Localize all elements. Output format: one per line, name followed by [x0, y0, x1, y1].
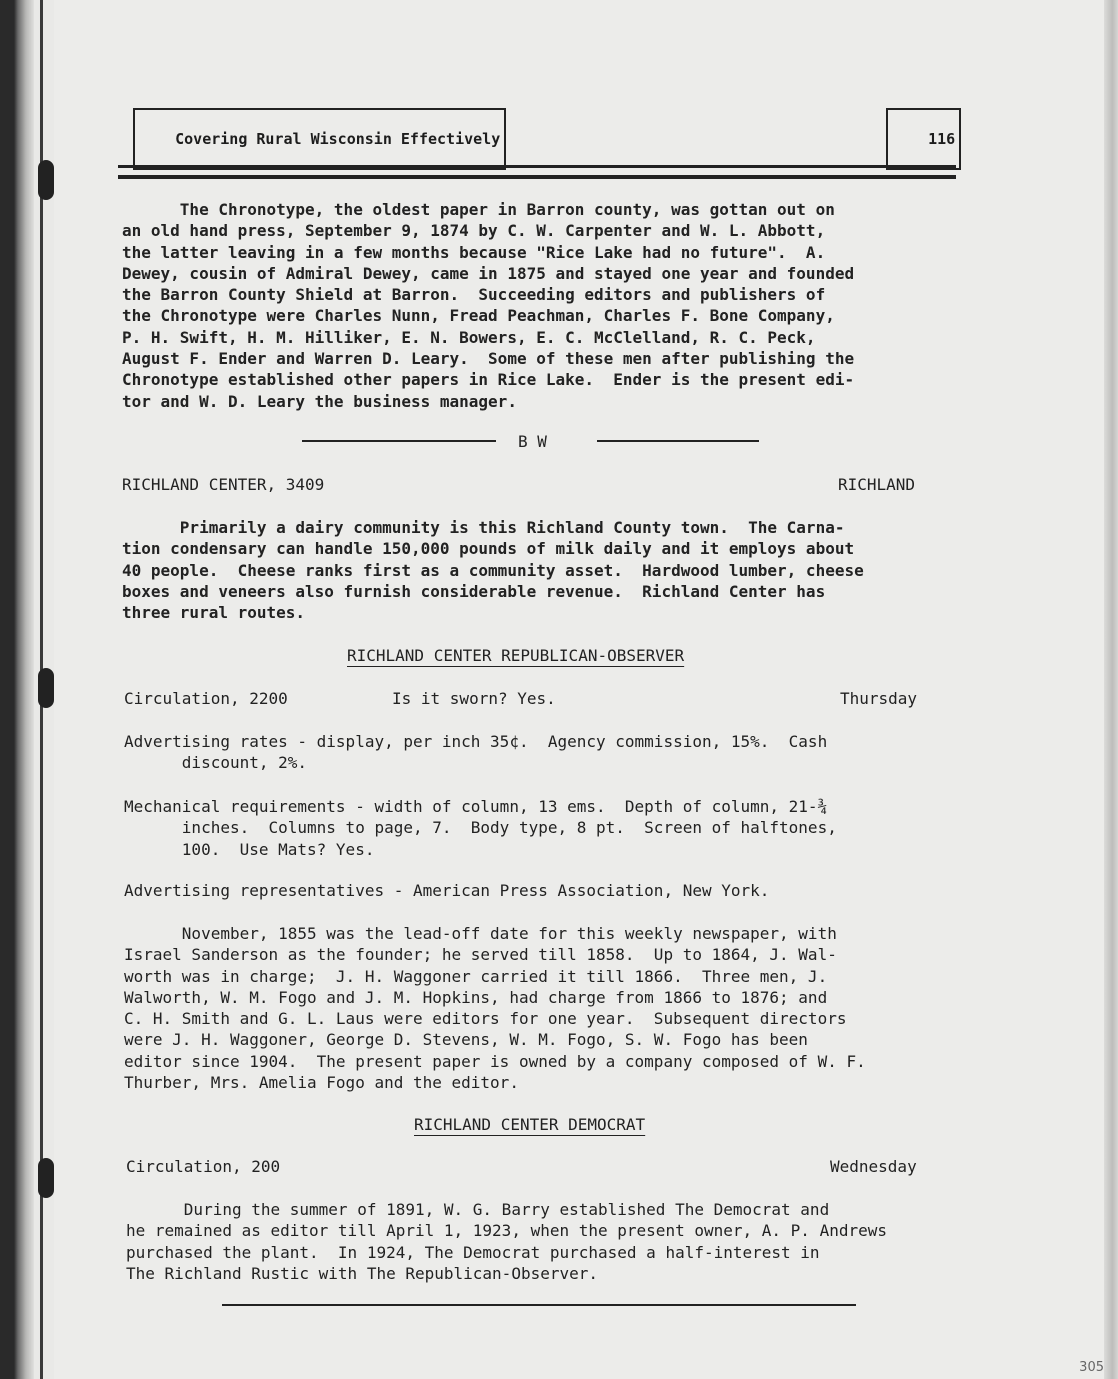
- chronotype-line: P. H. Swift, H. M. Hilliker, E. N. Bowers, E. C. McClelland, R. C. Peck,: [122, 327, 816, 347]
- chronotype-line: Chronotype established other papers in Rice Lake. Ender is the present edi-: [122, 370, 855, 390]
- republican-observer-history-line: Thurber, Mrs. Amelia Fogo and the editor.: [124, 1073, 519, 1093]
- separator-initials: B W: [518, 432, 547, 451]
- republican-observer-history-line: were J. H. Waggoner, George D. Stevens, W. M. Fogo, S. W. Fogo has been: [124, 1030, 808, 1050]
- binding-clip: [38, 1158, 54, 1198]
- sworn-status: Is it sworn? Yes.: [392, 689, 556, 708]
- republican-observer-history-line: worth was in charge; J. H. Waggoner carried it till 1866. Three men, J.: [124, 966, 828, 986]
- republican-observer-history-line: Israel Sanderson as the founder; he served till 1858. Up to 1864, J. Wal-: [124, 945, 837, 965]
- document-page: [54, 0, 1104, 1379]
- county-name: RICHLAND: [838, 475, 916, 494]
- running-title-text: Covering Rural Wisconsin Effectively: [175, 130, 501, 148]
- folio-mark: 305: [1079, 1360, 1104, 1375]
- democrat-history-line: he remained as editor till April 1, 1923, when the present owner, A. P. Andrews: [126, 1221, 887, 1241]
- mechanical-line: 100. Use Mats? Yes.: [124, 839, 375, 859]
- republican-observer-history-line: C. H. Smith and G. L. Laus were editors for one year. Subsequent directors: [124, 1009, 847, 1029]
- page-stack-edge: [1104, 0, 1118, 1379]
- town-description-line: three rural routes.: [122, 603, 306, 623]
- democrat-history-line: purchased the plant. In 1924, The Democrat purchased a half-interest in: [126, 1242, 820, 1262]
- town-description-line: boxes and veneers also furnish considerable revenue. Richland Center has: [122, 581, 826, 601]
- newspaper-title-democrat: RICHLAND CENTER DEMOCRAT: [414, 1115, 646, 1134]
- advertising-representatives: Advertising representatives - American Press Association, New York.: [124, 881, 770, 900]
- advertising-rates-line: Advertising rates - display, per inch 35¢. Agency commission, 15%. Cash: [124, 732, 828, 751]
- republican-observer-history: [124, 923, 866, 1093]
- chronotype-line: tor and W. D. Leary the business manager.: [122, 391, 517, 411]
- mechanical-line: inches. Columns to page, 7. Body type, 8 pt. Screen of halftones,: [124, 818, 837, 838]
- book-binding: [0, 0, 34, 1379]
- chronotype-line: the latter leaving in a few months because "Rice Lake had no future". A.: [122, 242, 826, 262]
- chronotype-line: the Barron County Shield at Barron. Succeeding editors and publishers of: [122, 285, 826, 305]
- chronotype-paragraph: [122, 199, 854, 412]
- chronotype-line: the Chronotype were Charles Nunn, Fread Peachman, Charles F. Bone Company,: [122, 306, 835, 326]
- closing-rule: [222, 1304, 856, 1306]
- republican-observer-history-line: editor since 1904. The present paper is owned by a company composed of W. F.: [124, 1051, 866, 1071]
- publication-day-democrat: Wednesday: [830, 1157, 917, 1176]
- advertising-rates: [124, 731, 827, 774]
- separator-rule-left: [302, 440, 496, 442]
- circulation-republican-observer: Circulation, 2200: [124, 689, 288, 708]
- separator-rule-right: [597, 440, 759, 442]
- democrat-history-line: The Richland Rustic with The Republican-Observer.: [126, 1263, 599, 1283]
- republican-observer-history-line: November, 1855 was the lead-off date for this weekly newspaper, with: [124, 924, 837, 943]
- circulation-democrat: Circulation, 200: [126, 1157, 281, 1176]
- democrat-history: [126, 1199, 887, 1284]
- mechanical-line: Mechanical requirements - width of column, 13 ems. Depth of column, 21-¾: [124, 797, 828, 816]
- chronotype-line: Dewey, cousin of Admiral Dewey, came in 1875 and stayed one year and founded: [122, 263, 855, 283]
- binding-clip: [38, 160, 54, 200]
- chronotype-line: an old hand press, September 9, 1874 by C. W. Carpenter and W. L. Abbott,: [122, 221, 826, 241]
- header-rule-bottom: [118, 175, 956, 179]
- header-rule-top: [118, 165, 956, 168]
- page-number-text: 116: [928, 130, 956, 148]
- publication-day-republican-observer: Thursday: [840, 689, 918, 708]
- town-description-line: tion condensary can handle 150,000 pounds of milk daily and it employs about: [122, 539, 855, 559]
- chronotype-line: The Chronotype, the oldest paper in Barron county, was gottan out on: [122, 200, 835, 219]
- mechanical-requirements: [124, 796, 837, 860]
- page-number: [886, 108, 961, 170]
- republican-observer-history-line: Walworth, W. M. Fogo and J. M. Hopkins, had charge from 1866 to 1876; and: [124, 987, 828, 1007]
- town-description: [122, 517, 864, 623]
- democrat-history-line: During the summer of 1891, W. G. Barry established The Democrat and: [126, 1200, 830, 1219]
- town-description-line: 40 people. Cheese ranks first as a community asset. Hardwood lumber, cheese: [122, 560, 864, 580]
- binding-clip: [38, 668, 54, 708]
- town-name: RICHLAND CENTER, 3409: [122, 475, 325, 494]
- newspaper-title-republican-observer: RICHLAND CENTER REPUBLICAN-OBSERVER: [347, 646, 685, 665]
- chronotype-line: August F. Ender and Warren D. Leary. Some of these men after publishing the: [122, 349, 855, 369]
- advertising-rates-line: discount, 2%.: [124, 753, 308, 773]
- running-title: [133, 108, 506, 170]
- town-description-line: Primarily a dairy community is this Richland County town. The Carna-: [122, 518, 845, 537]
